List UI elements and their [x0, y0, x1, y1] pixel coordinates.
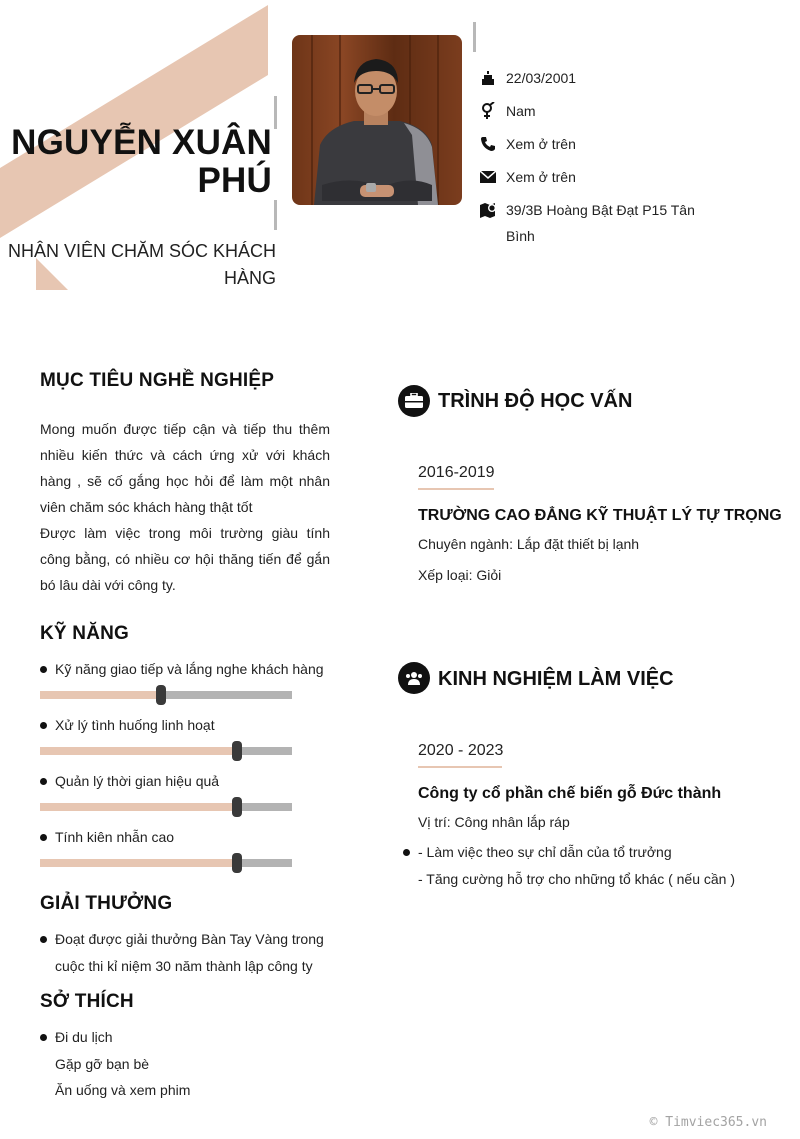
- skill-level-bar: [40, 803, 292, 811]
- experience-period-block: [418, 742, 503, 768]
- skills-title: KỸ NĂNG: [40, 623, 130, 644]
- skill-level-handle: [232, 853, 242, 873]
- education-school: TRƯỜNG CAO ĐẲNG KỸ THUẬT LÝ TỰ TRỌNG: [418, 507, 782, 524]
- phone-text: Xem ở trên: [506, 136, 576, 152]
- skill-level-handle: [232, 797, 242, 817]
- experience-position: Vị trí: Công nhân lắp ráp: [418, 814, 570, 830]
- address-text: 39/3B Hoàng Bật Đạt P15 Tân Bình: [506, 202, 695, 244]
- education-title: TRÌNH ĐỘ HỌC VẤN: [438, 390, 633, 412]
- divider-line: [473, 22, 476, 52]
- bullet-dot: [40, 834, 47, 841]
- experience-company: Công ty cổ phần chế biến gỗ Đức thành: [418, 785, 722, 802]
- bullet-dot: [40, 666, 47, 673]
- skill-item: [40, 829, 174, 845]
- phone-icon: [480, 134, 506, 154]
- skill-item: [40, 773, 219, 789]
- map-location-icon: [480, 200, 506, 220]
- candidate-name: NGUYỄN XUÂN PHÚ: [11, 123, 272, 200]
- contact-gender: [480, 101, 740, 124]
- birthday-text: 22/03/2001: [506, 70, 577, 86]
- bullet-dot: [403, 849, 410, 856]
- skill-level-bar: [40, 859, 292, 867]
- award-line-1: Đoạt được giải thưởng Bàn Tay Vàng trong: [55, 931, 324, 947]
- birthday-cake-icon: [480, 68, 506, 88]
- bullet-dot: [40, 722, 47, 729]
- team-icon: [398, 662, 430, 694]
- experience-duty-item: [403, 844, 672, 860]
- hobby-item: [40, 1029, 113, 1045]
- award-item: [40, 931, 324, 947]
- bullet-dot: [40, 1034, 47, 1041]
- objective-paragraph-2: Được làm việc trong môi trường giàu tính công bằng, có nhiều cơ hội thăng tiến để gắn bó lâu dài với công ty.: [40, 525, 330, 593]
- email-text: Xem ở trên: [506, 169, 576, 185]
- skill-level-handle: [232, 741, 242, 761]
- bullet-dot: [40, 936, 47, 943]
- hobby-label: Ăn uống và xem phim: [55, 1082, 191, 1098]
- award-line-2: cuộc thi kỉ niệm 30 năm thành lập công ty: [55, 958, 313, 974]
- skill-level-fill: [40, 747, 237, 755]
- skill-level-bar: [40, 747, 292, 755]
- email-icon: [480, 167, 506, 187]
- watermark: © Timviec365.vn: [649, 1115, 767, 1130]
- skill-level-fill: [40, 803, 237, 811]
- divider-line: [274, 96, 277, 129]
- gender-text: Nam: [506, 103, 536, 119]
- awards-title: GIẢI THƯỞNG: [40, 893, 173, 914]
- skill-level-fill: [40, 691, 161, 699]
- hobbies-title: SỞ THÍCH: [40, 991, 134, 1012]
- experience-duty-1: - Làm việc theo sự chỉ dẫn của tổ trưởng: [418, 844, 672, 860]
- period-underline: [418, 488, 494, 490]
- experience-duty-2: - Tăng cường hỗ trợ cho những tổ khác ( nếu cần ): [418, 871, 736, 887]
- skill-level-fill: [40, 859, 237, 867]
- contact-phone: [480, 134, 740, 157]
- candidate-role: NHÂN VIÊN CHĂM SÓC KHÁCH HÀNG: [7, 241, 276, 288]
- contact-address: [480, 200, 740, 249]
- period-underline: [418, 766, 502, 768]
- gender-icon: [480, 101, 506, 121]
- hobby-label: Gặp gỡ bạn bè: [55, 1056, 150, 1072]
- skill-level-handle: [156, 685, 166, 705]
- skill-label: Tính kiên nhẫn cao: [55, 829, 175, 845]
- skill-label: Quản lý thời gian hiệu quả: [55, 773, 220, 789]
- education-period: 2016-2019: [418, 464, 495, 481]
- education-major: Chuyên ngành: Lắp đặt thiết bị lạnh: [418, 536, 640, 552]
- divider-line: [274, 200, 277, 230]
- bullet-dot: [40, 778, 47, 785]
- objective-paragraph-1: Mong muốn được tiếp cận và tiếp thu thêm nhiều kiến thức và cách ứng xử với khách hàng , sẽ cố gắng học hỏi để làm một nhân viên chăm sóc khách hàng thật tốt: [40, 421, 330, 515]
- skill-level-bar: [40, 691, 292, 699]
- education-grade: Xếp loại: Giỏi: [418, 567, 502, 583]
- skill-label: Xử lý tình huống linh hoạt: [55, 717, 215, 733]
- contact-birthday: [480, 68, 740, 91]
- experience-period: 2020 - 2023: [418, 742, 504, 759]
- education-period-block: [418, 464, 495, 490]
- skill-label: Kỹ năng giao tiếp và lắng nghe khách hàng: [55, 661, 324, 677]
- profile-photo: [292, 35, 462, 205]
- hobby-label: Đi du lịch: [55, 1029, 113, 1045]
- contact-email: [480, 167, 740, 190]
- objective-title: MỤC TIÊU NGHỀ NGHIỆP: [40, 370, 275, 391]
- briefcase-icon: [398, 385, 430, 417]
- experience-title: KINH NGHIỆM LÀM VIỆC: [438, 668, 674, 690]
- skill-item: [40, 717, 215, 733]
- contact-info: [480, 68, 740, 259]
- skill-item: [40, 661, 324, 677]
